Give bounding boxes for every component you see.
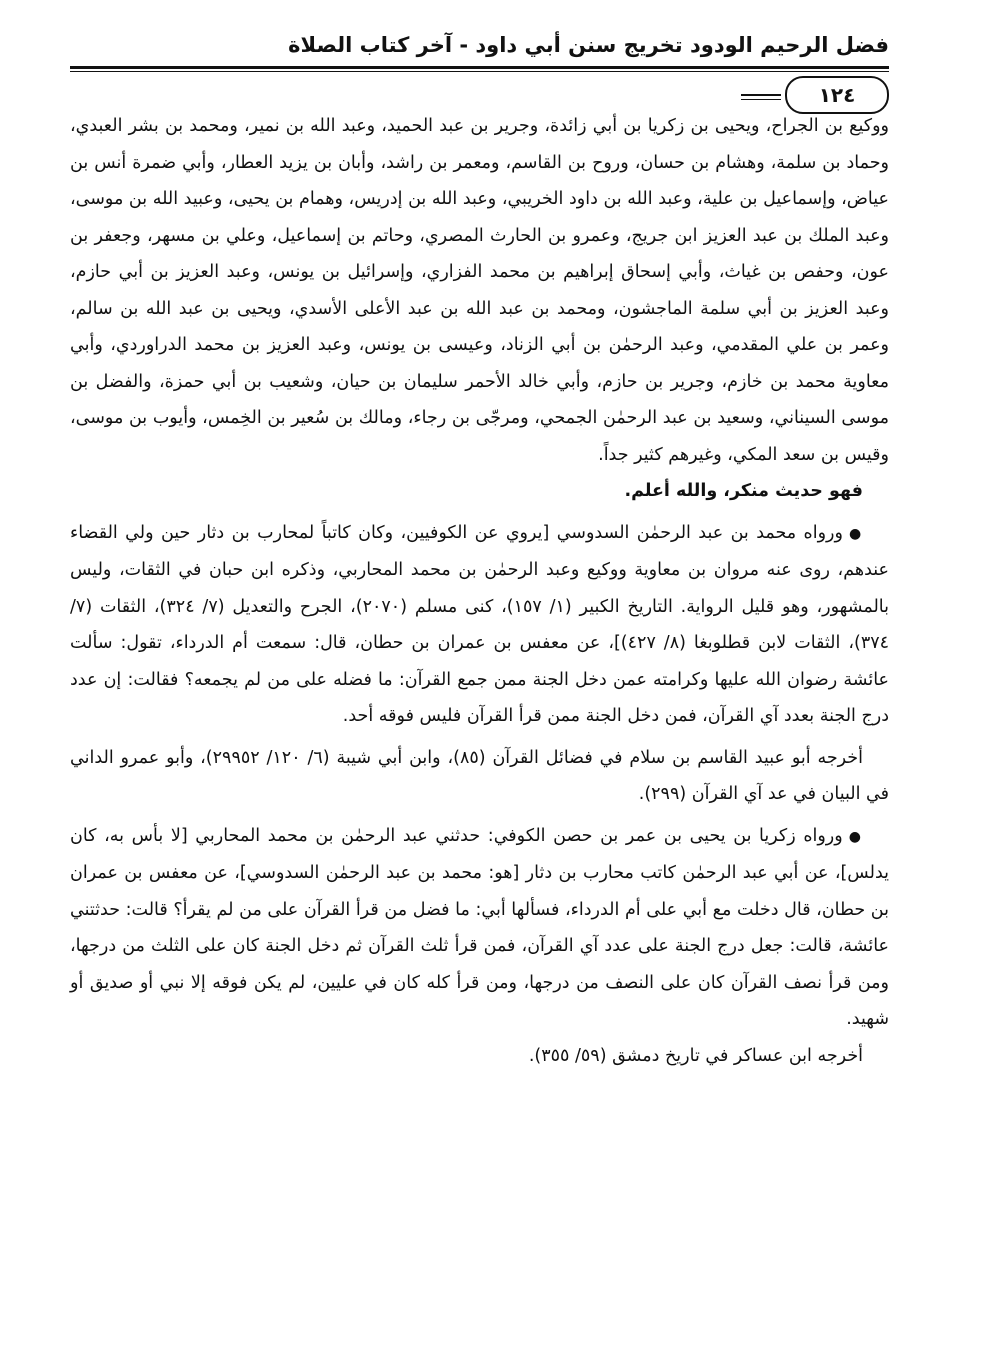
paragraph-sadusi-narration [70, 515, 889, 735]
running-title: فضل الرحيم الودود تخريج سنن أبي داود - آخر كتاب الصلاة [288, 33, 889, 57]
paragraph-text: ورواه محمد بن عبد الرحمٰن السدوسي [يروي عن الكوفيين، وكان كاتباً لمحارب بن دثار حين ولي القضاء عندهم، روى عنه مروان بن معاوية ووكيع وعبد الرحمٰن بن محمد المحاربي، وذكره ابن حبان في الثقات، وليس بالمشهور، وهو قليل الرواية. التاريخ الكبير (١/ ١٥٧)، كنى مسلم (٢٠٧٠)، الجرح والتعديل (٧/ ٣٢٤)، الثقات (٧/ ٣٧٤)، الثقات لابن قطلوبغا (٨/ ٤٢٧)]، عن معفس بن عمران بن حطان، قال: سمعت أم الدرداء، تقول: سألت عائشة رضوان الله عليها وكرامته عمن دخل الجنة ممن جمع القرآن: ما فضله على من لم يجمعه؟ فقالت: إن عدد درج الجنة بعدد آي القرآن، فمن دخل الجنة ممن قرأ القرآن فليس فوقه أحد. [70, 522, 890, 726]
page-header [70, 28, 889, 118]
paragraph-zakariya-narration [70, 818, 889, 1038]
paragraph-verdict: فهو حديث منكر، والله أعلم. [624, 481, 863, 501]
bullet-icon: ● [848, 525, 863, 542]
page-body [70, 108, 889, 1074]
header-rule-thin [70, 71, 889, 72]
header-rule [70, 66, 889, 69]
paragraph-takhrij-1: أخرجه أبو عبيد القاسم بن سلام في فضائل القرآن (٨٥)، وابن أبي شيبة (٦/ ١٢٠/ ٢٩٩٥٢)، وأبو عمرو الداني في البيان في عد آي القرآن (٢٩٩). [70, 747, 889, 804]
badge-rule-thin [741, 99, 781, 100]
page-number-badge: ١٢٤ [785, 76, 889, 114]
badge-rule [741, 94, 781, 96]
paragraph-takhrij-2: أخرجه ابن عساكر في تاريخ دمشق (٥٩/ ٣٥٥). [528, 1045, 863, 1066]
paragraph-narrators-list: ووكيع بن الجراح، ويحيى بن زكريا بن أبي زائدة، وجرير بن عبد الحميد، وعبد الله بن نمير، ومحمد بن بشر العبدي، وحماد بن سلمة، وهشام بن حسان، وروح بن القاسم، ومعمر بن راشد، وأبان بن يزيد العطار، وأبي ضمرة أنس بن عياض، وإسماعيل بن علية، وعبد الله بن داود الخريبي، وعبد الله بن إدريس، وهمام بن يحيى، وعبيد الله بن موسى، وعبد الملك بن عبد العزيز ابن جريج، وعمرو بن الحارث المصري، وحاتم بن إسماعيل، وعلي بن مسهر، وجعفر بن عون، وحفص بن غياث، وأبي إسحاق إبراهيم بن محمد الفزاري، وإسرائيل بن يونس، وعبد العزيز بن أبي حازم، وعبد العزيز بن أبي سلمة الماجشون، ومحمد بن عبد الله بن عبد الأعلى الأسدي، ويحيى بن عبد الله بن سالم، وعمر بن علي المقدمي، وعبد الرحمٰن بن أبي الزناد، وعيسى بن يونس، وعبد العزيز بن محمد الدراوردي، وأبي معاوية محمد بن خازم، وجرير بن حازم، وأبي خالد الأحمر سليمان بن حيان، وشعيب بن أبي حمزة، والفضل بن موسى السيناني، وسعيد بن عبد الرحمٰن الجمحي، ومرجّى بن رجاء، ومالك بن سُعير بن الخِمس، وأيوب بن موسى، وقيس بن سعد المكي، وغيرهم كثير جداً. [70, 116, 889, 465]
paragraph-text: ورواه زكريا بن يحيى بن عمر بن حصن الكوفي: حدثني عبد الرحمٰن بن محمد المحاربي [لا بأس به، كان يدلس]، عن أبي عبد الرحمٰن كاتب محارب بن دثار [هو: محمد بن عبد الرحمٰن السدوسي]، عن معفس بن عمران بن حطان، قال دخلت مع أبي على أم الدرداء، فسألها أبي: ما فضل من قرأ القرآن على من لم يقرأ؟ قالت: حدثتني عائشة، قالت: جعل درج الجنة على عدد آي القرآن، فمن قرأ ثلث القرآن ثم دخل الجنة كان على الثلث من درجها، ومن قرأ نصف القرآن كان على النصف من درجها، ومن قرأ كله كان في عليين، لم يكن فوقه إلا نبي أو صديق أو شهيد. [70, 825, 889, 1029]
bullet-icon: ● [848, 828, 863, 845]
